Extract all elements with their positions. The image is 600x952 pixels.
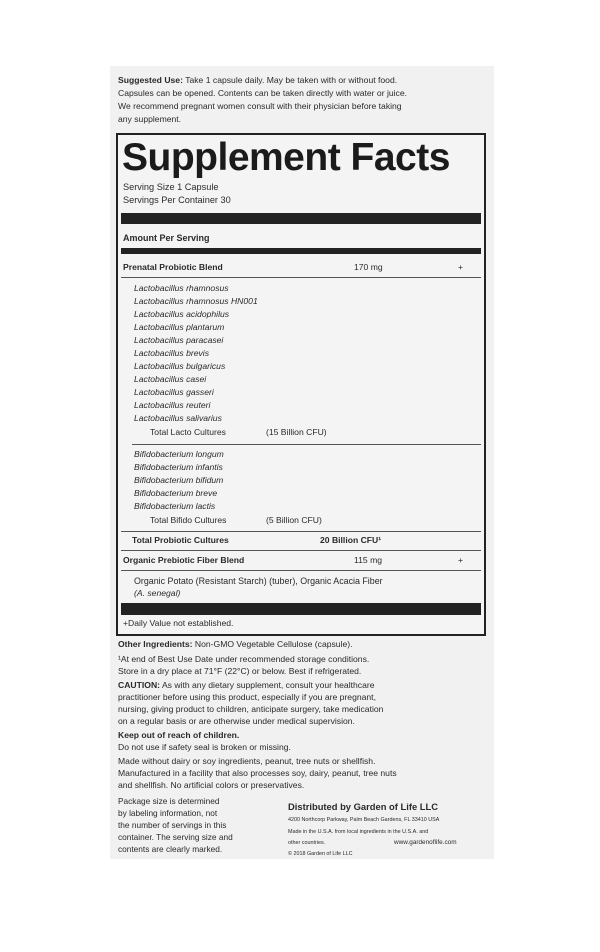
lacto-strain: Lactobacillus salivarius bbox=[134, 413, 222, 423]
thick-divider bbox=[121, 603, 481, 615]
total-bifido-label: Total Bifido Cultures bbox=[150, 515, 227, 525]
caution-text-1: As with any dietary supplement, consult your healthcare bbox=[161, 680, 375, 690]
total-probiotic-value: 20 Billion CFU¹ bbox=[320, 535, 382, 545]
bifido-strain: Bifidobacterium lactis bbox=[134, 501, 216, 511]
caution-line-1 bbox=[118, 681, 375, 691]
package-note-3: the number of servings in this bbox=[118, 820, 227, 830]
total-bifido-value: (5 Billion CFU) bbox=[266, 515, 322, 525]
distributor-made-in: Made in the U.S.A. from local ingredients in the U.S.A. and bbox=[288, 829, 429, 835]
supplement-facts-title: Supplement Facts bbox=[122, 136, 450, 179]
lacto-strain: Lactobacillus acidophilus bbox=[134, 309, 230, 319]
bifido-strain: Bifidobacterium bifidum bbox=[134, 475, 224, 485]
row-divider bbox=[121, 531, 481, 532]
fiber-detail-2: (A. senegal) bbox=[134, 588, 181, 598]
lacto-strain: Lactobacillus paracasei bbox=[134, 335, 224, 345]
caution-label: CAUTION: bbox=[118, 680, 161, 690]
bifido-strain: Bifidobacterium breve bbox=[134, 488, 218, 498]
lacto-strain: Lactobacillus bulgaricus bbox=[134, 361, 226, 371]
lacto-strain: Lactobacillus casei bbox=[134, 374, 207, 384]
suggested-use-label: Suggested Use: bbox=[118, 75, 183, 85]
caution-line-4: on a regular basis or are otherwise under medical supervision. bbox=[118, 716, 355, 726]
caution-line-2: practitioner before using this product, especially if you are pregnant, bbox=[118, 692, 376, 702]
distributor-address: 4200 Northcorp Parkway, Palm Beach Gardens, FL 33410 USA bbox=[288, 817, 440, 823]
row-divider bbox=[121, 277, 481, 278]
storage-line-2: Store in a dry place at 71°F (22°C) or below. Best if refrigerated. bbox=[118, 666, 362, 676]
row-divider bbox=[121, 570, 481, 571]
fiber-detail-1: Organic Potato (Resistant Starch) (tuber), Organic Acacia Fiber bbox=[134, 576, 383, 586]
keep-out-of-reach: Keep out of reach of children. bbox=[118, 730, 240, 740]
lacto-strain: Lactobacillus rhamnosus bbox=[134, 283, 229, 293]
servings-per-container: Servings Per Container 30 bbox=[123, 195, 231, 205]
fiber-blend-amount: 115 mg bbox=[354, 555, 383, 565]
serving-size: Serving Size 1 Capsule bbox=[123, 182, 219, 192]
bifido-strain: Bifidobacterium infantis bbox=[134, 462, 223, 472]
distributor-other: other countries. bbox=[288, 840, 326, 846]
distributor-name: Distributed by Garden of Life LLC bbox=[288, 801, 439, 812]
allergen-line-2: Manufactured in a facility that also processes soy, dairy, peanut, tree nuts bbox=[118, 768, 397, 778]
lacto-strain: Lactobacillus brevis bbox=[134, 348, 209, 358]
total-lacto-value: (15 Billion CFU) bbox=[266, 427, 327, 437]
suggested-use-line-2: Capsules can be opened. Contents can be taken directly with water or juice. bbox=[118, 88, 408, 98]
amount-per-serving: Amount Per Serving bbox=[123, 233, 210, 243]
lacto-strain: Lactobacillus plantarum bbox=[134, 322, 225, 332]
package-note-2: by labeling information, not bbox=[118, 808, 218, 818]
allergen-line-3: and shellfish. No artificial colors or preservatives. bbox=[118, 780, 305, 790]
lacto-strain: Lactobacillus reuteri bbox=[134, 400, 211, 410]
suggested-use-line-4: any supplement. bbox=[118, 114, 182, 124]
allergen-line-1: Made without dairy or soy ingredients, peanut, tree nuts or shellfish. bbox=[118, 756, 376, 766]
bifido-strain: Bifidobacterium longum bbox=[134, 449, 224, 459]
total-lacto-label: Total Lacto Cultures bbox=[150, 427, 226, 437]
daily-value-footnote: +Daily Value not established. bbox=[123, 618, 234, 628]
probiotic-blend-dv: + bbox=[458, 262, 464, 272]
safety-seal: Do not use if safety seal is broken or missing. bbox=[118, 742, 291, 752]
medium-divider bbox=[121, 248, 481, 254]
fiber-blend-name: Organic Prebiotic Fiber Blend bbox=[123, 555, 245, 565]
row-divider bbox=[132, 444, 481, 445]
suggested-use-text-1: Take 1 capsule daily. May be taken with or without food. bbox=[185, 75, 398, 85]
suggested-use-line-1 bbox=[118, 76, 397, 86]
distributor-copyright: © 2018 Garden of Life LLC bbox=[288, 851, 353, 857]
total-probiotic-label: Total Probiotic Cultures bbox=[132, 535, 229, 545]
fiber-blend-dv: + bbox=[458, 555, 464, 565]
thick-divider bbox=[121, 213, 481, 224]
lacto-strain: Lactobacillus gasseri bbox=[134, 387, 214, 397]
distributor-website: www.gardenoflife.com bbox=[394, 839, 457, 846]
package-note-5: contents are clearly marked. bbox=[118, 844, 223, 854]
package-note-4: container. The serving size and bbox=[118, 832, 233, 842]
other-ingredients-label: Other Ingredients: bbox=[118, 639, 193, 649]
storage-line-1: ¹At end of Best Use Date under recommended storage conditions. bbox=[118, 654, 370, 664]
caution-line-3: nursing, giving product to children, anticipate surgery, take medication bbox=[118, 704, 384, 714]
probiotic-blend-name: Prenatal Probiotic Blend bbox=[123, 262, 223, 272]
other-ingredients-value: Non-GMO Vegetable Cellulose (capsule). bbox=[194, 639, 353, 649]
row-divider bbox=[121, 550, 481, 551]
lacto-strain: Lactobacillus rhamnosus HN001 bbox=[134, 296, 258, 306]
probiotic-blend-amount: 170 mg bbox=[354, 262, 383, 272]
package-note-1: Package size is determined bbox=[118, 796, 220, 806]
other-ingredients bbox=[118, 640, 353, 650]
suggested-use-line-3: We recommend pregnant women consult with their physician before taking bbox=[118, 101, 402, 111]
